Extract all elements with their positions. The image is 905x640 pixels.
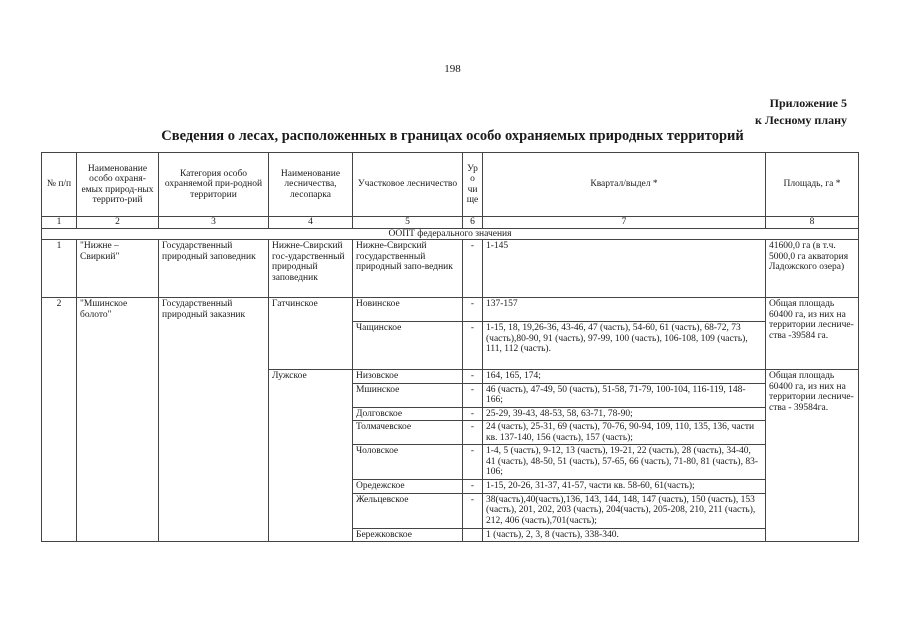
area-value: Общая площадь 60400 га, из них на территории лесниче-ства -39584 га. bbox=[766, 298, 859, 370]
district-forestry: Мшинское bbox=[353, 383, 463, 407]
quarter-list: 25-29, 39-43, 48-53, 58, 63-71, 78-90; bbox=[483, 407, 766, 421]
column-number: 7 bbox=[483, 217, 766, 229]
quarter-list: 1 (часть), 2, 3, 8 (часть), 338-340. bbox=[483, 528, 766, 542]
header-category: Категория особо охраняемой при-родной территории bbox=[159, 153, 269, 217]
section-label: ООПТ федерального значения bbox=[42, 228, 859, 240]
district-forestry: Бережковское bbox=[353, 528, 463, 542]
header-area: Площадь, га * bbox=[766, 153, 859, 217]
tract: - bbox=[463, 445, 483, 480]
forestry-name: Гатчинское bbox=[269, 298, 353, 370]
tract: - bbox=[463, 407, 483, 421]
quarter-list: 24 (часть), 25-31, 69 (часть), 70-76, 90-94, 109, 110, 135, 136, части кв. 137-140, 156 (часть), 157 (часть); bbox=[483, 421, 766, 445]
tract: - bbox=[463, 370, 483, 384]
territory-name: "Нижне – Свиркий" bbox=[77, 240, 159, 298]
quarter-list: 1-15, 20-26, 31-37, 41-57, части кв. 58-60, 61(часть); bbox=[483, 480, 766, 494]
district-forestry: Чоловское bbox=[353, 445, 463, 480]
record-number: 2 bbox=[42, 298, 77, 542]
appendix-line-2: к Лесному плану bbox=[755, 113, 847, 127]
quarter-list: 1-15, 18, 19,26-36, 43-46, 47 (часть), 54-60, 61 (часть), 68-72, 73 (часть),80-90, 91 (часть), 97-99, 100 (часть), 106-108, 109 (часть), 111, 112 (часть). bbox=[483, 322, 766, 370]
quarter-list: 137-157 bbox=[483, 298, 766, 322]
header-quarter: Квартал/выдел * bbox=[483, 153, 766, 217]
district-forestry: Новинское bbox=[353, 298, 463, 322]
district-forestry: Чащинское bbox=[353, 322, 463, 370]
appendix-line-1: Приложение 5 bbox=[769, 96, 847, 110]
tract: - bbox=[463, 421, 483, 445]
protected-territories-table bbox=[41, 152, 859, 542]
forestry-name: Лужское bbox=[269, 370, 353, 542]
tract: - bbox=[463, 480, 483, 494]
column-number: 1 bbox=[42, 217, 77, 229]
district-forestry: Толмачевское bbox=[353, 421, 463, 445]
header-tract: Уро чи ще bbox=[463, 153, 483, 217]
appendix-label bbox=[755, 95, 847, 129]
area-value: 41600,0 га (в т.ч. 5000,0 га акватория Ладожского озера) bbox=[766, 240, 859, 298]
quarter-list: 46 (часть), 47-49, 50 (часть), 51-58, 71-79, 100-104, 116-119, 148-166; bbox=[483, 383, 766, 407]
tract: - bbox=[463, 493, 483, 528]
page-number: 198 bbox=[444, 63, 461, 75]
district-forestry: Жельцевское bbox=[353, 493, 463, 528]
district-forestry: Нижне-Свирский государственный природный запо-ведник bbox=[353, 240, 463, 298]
column-number: 8 bbox=[766, 217, 859, 229]
header-forestry: Наименование лесничества, лесопарка bbox=[269, 153, 353, 217]
forestry-name: Нижне-Свирский гос-ударственный природный заповедник bbox=[269, 240, 353, 298]
header-name: Наименование особо охраня-емых природ-ных террито-рий bbox=[77, 153, 159, 217]
quarter-list: 38(часть),40(часть),136, 143, 144, 148, 147 (часть), 150 (часть), 153 (часть), 201, 202, 203 (часть), 204(часть), 205-208, 210, 211 (часть), 212, 406 (часть),701(часть); bbox=[483, 493, 766, 528]
quarter-list: 1-4, 5 (часть), 9-12, 13 (часть), 19-21, 22 (часть), 28 (часть), 34-40, 41 (часть), 48-50, 51 (часть), 57-65, 66 (часть), 71-80, 81 (часть), 83-106; bbox=[483, 445, 766, 480]
territory-name: "Мшинское болото" bbox=[77, 298, 159, 542]
column-number: 3 bbox=[159, 217, 269, 229]
record-number: 1 bbox=[42, 240, 77, 298]
column-number: 4 bbox=[269, 217, 353, 229]
document-title: Сведения о лесах, расположенных в границах особо охраняемых природных территорий bbox=[161, 128, 744, 144]
column-number: 2 bbox=[77, 217, 159, 229]
header-num: № п/п bbox=[42, 153, 77, 217]
quarter-list: 164, 165, 174; bbox=[483, 370, 766, 384]
header-district-forestry: Участковое лесничество bbox=[353, 153, 463, 217]
area-value: Общая площадь 60400 га, из них на территории лесниче-ства - 39584га. bbox=[766, 370, 859, 542]
column-number-row bbox=[42, 217, 859, 229]
tract bbox=[463, 528, 483, 542]
district-forestry: Долговское bbox=[353, 407, 463, 421]
district-forestry: Оредежское bbox=[353, 480, 463, 494]
tract: - bbox=[463, 322, 483, 370]
column-number: 6 bbox=[463, 217, 483, 229]
tract: - bbox=[463, 240, 483, 298]
table-row bbox=[42, 240, 859, 298]
table-header-row bbox=[42, 153, 859, 217]
column-number: 5 bbox=[353, 217, 463, 229]
district-forestry: Низовское bbox=[353, 370, 463, 384]
territory-category: Государственный природный заповедник bbox=[159, 240, 269, 298]
tract: - bbox=[463, 298, 483, 322]
quarter-list: 1-145 bbox=[483, 240, 766, 298]
table-row bbox=[42, 298, 859, 322]
section-row bbox=[42, 228, 859, 240]
tract: - bbox=[463, 383, 483, 407]
territory-category: Государственный природный заказник bbox=[159, 298, 269, 542]
